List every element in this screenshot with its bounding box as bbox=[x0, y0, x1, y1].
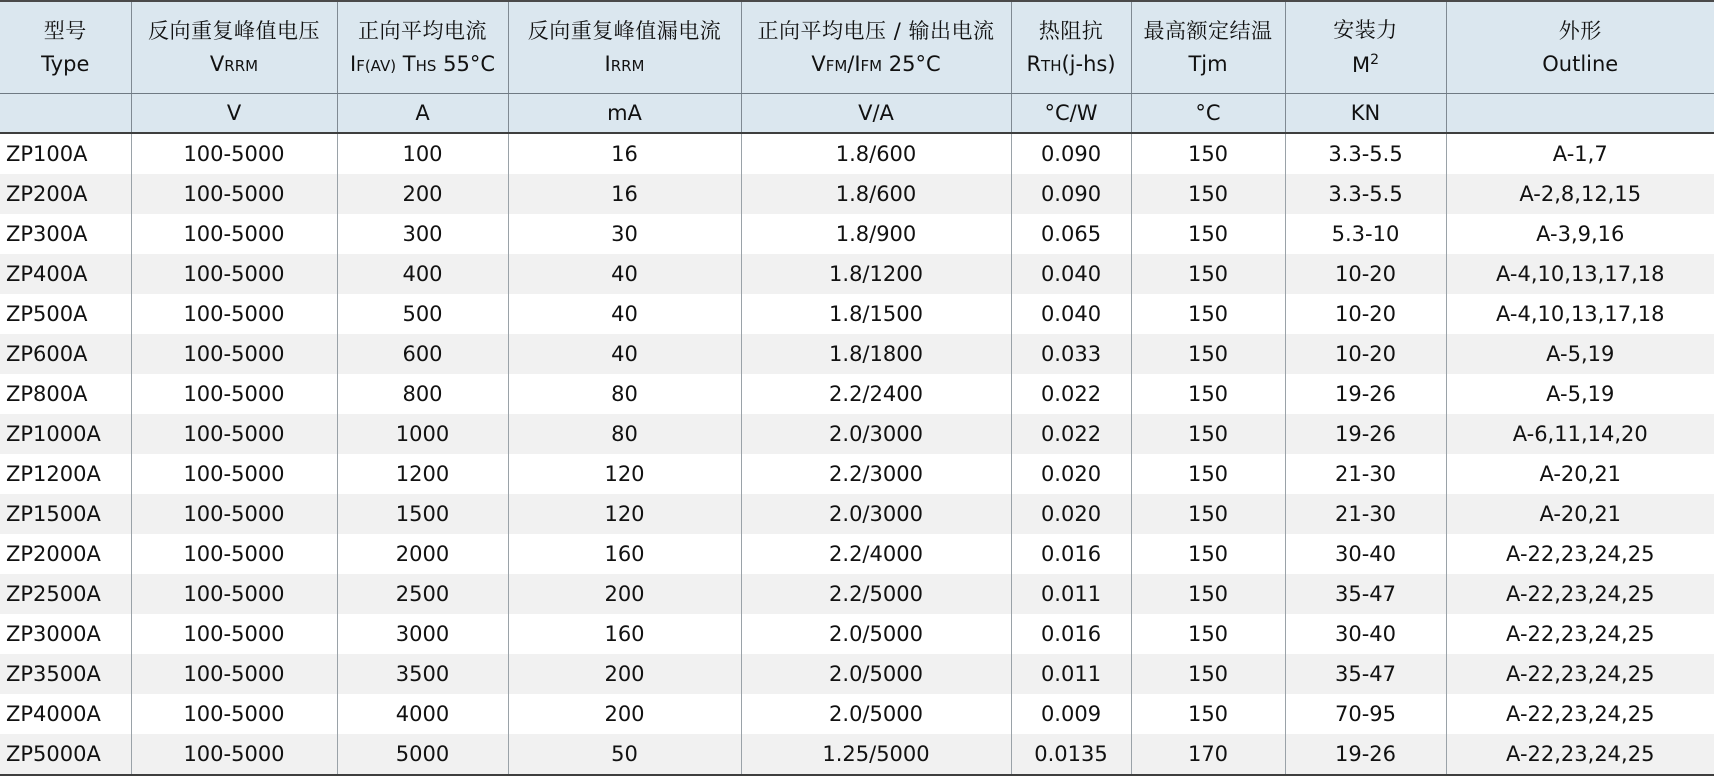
cell-outline: A-5,19 bbox=[1446, 334, 1714, 374]
cell-vrrm: 100-5000 bbox=[131, 254, 337, 294]
cell-outline: A-20,21 bbox=[1446, 454, 1714, 494]
cell-irrm: 16 bbox=[508, 133, 741, 174]
cell-irrm: 120 bbox=[508, 494, 741, 534]
cell-tjm: 150 bbox=[1131, 694, 1285, 734]
unit-cell-vfm-ifm: V/A bbox=[741, 94, 1011, 134]
cell-type: ZP1500A bbox=[0, 494, 131, 534]
cell-type: ZP300A bbox=[0, 214, 131, 254]
cell-outline: A-1,7 bbox=[1446, 133, 1714, 174]
column-header-en-part: T bbox=[396, 51, 416, 76]
column-header-en-part: 55°C bbox=[436, 51, 495, 76]
cell-rth: 0.020 bbox=[1011, 454, 1131, 494]
cell-vfm-ifm: 1.8/1200 bbox=[741, 254, 1011, 294]
column-header-cn-label: 反向重复峰值漏电流 bbox=[527, 18, 722, 43]
cell-outline: A-4,10,13,17,18 bbox=[1446, 254, 1714, 294]
cell-irrm: 160 bbox=[508, 534, 741, 574]
cell-mounting-force: 5.3-10 bbox=[1285, 214, 1446, 254]
cell-vfm-ifm: 2.2/4000 bbox=[741, 534, 1011, 574]
cell-vfm-ifm: 2.2/5000 bbox=[741, 574, 1011, 614]
cell-type: ZP600A bbox=[0, 334, 131, 374]
cell-irrm: 80 bbox=[508, 414, 741, 454]
cell-tjm: 150 bbox=[1131, 254, 1285, 294]
column-header-cn-label: 热阻抗 bbox=[1038, 18, 1104, 43]
table-row bbox=[0, 454, 1714, 494]
cell-if-av: 2000 bbox=[337, 534, 508, 574]
column-header-en-part: /I bbox=[847, 51, 861, 76]
cell-irrm: 16 bbox=[508, 174, 741, 214]
cell-mounting-force: 30-40 bbox=[1285, 534, 1446, 574]
cell-tjm: 150 bbox=[1131, 133, 1285, 174]
cell-mounting-force: 21-30 bbox=[1285, 454, 1446, 494]
cell-outline: A-3,9,16 bbox=[1446, 214, 1714, 254]
cell-vrrm: 100-5000 bbox=[131, 214, 337, 254]
cell-rth: 0.040 bbox=[1011, 294, 1131, 334]
cell-vrrm: 100-5000 bbox=[131, 454, 337, 494]
cell-mounting-force: 10-20 bbox=[1285, 334, 1446, 374]
column-header-outline bbox=[1446, 1, 1714, 94]
cell-if-av: 3500 bbox=[337, 654, 508, 694]
cell-irrm: 200 bbox=[508, 694, 741, 734]
cell-outline: A-22,23,24,25 bbox=[1446, 654, 1714, 694]
cell-irrm: 200 bbox=[508, 654, 741, 694]
cell-outline: A-22,23,24,25 bbox=[1446, 614, 1714, 654]
cell-outline: A-22,23,24,25 bbox=[1446, 694, 1714, 734]
cell-type: ZP2500A bbox=[0, 574, 131, 614]
cell-irrm: 80 bbox=[508, 374, 741, 414]
cell-vfm-ifm: 2.0/5000 bbox=[741, 654, 1011, 694]
cell-tjm: 150 bbox=[1131, 334, 1285, 374]
cell-vrrm: 100-5000 bbox=[131, 414, 337, 454]
cell-mounting-force: 10-20 bbox=[1285, 254, 1446, 294]
column-header-cn-label: 最高额定结温 bbox=[1143, 18, 1273, 43]
cell-outline: A-2,8,12,15 bbox=[1446, 174, 1714, 214]
table-row bbox=[0, 374, 1714, 414]
cell-if-av: 400 bbox=[337, 254, 508, 294]
cell-type: ZP400A bbox=[0, 254, 131, 294]
cell-mounting-force: 35-47 bbox=[1285, 574, 1446, 614]
column-header-row bbox=[0, 1, 1714, 94]
table-row bbox=[0, 133, 1714, 174]
cell-irrm: 200 bbox=[508, 574, 741, 614]
cell-mounting-force: 10-20 bbox=[1285, 294, 1446, 334]
cell-irrm: 120 bbox=[508, 454, 741, 494]
unit-cell-irrm: mA bbox=[508, 94, 741, 134]
cell-type: ZP200A bbox=[0, 174, 131, 214]
cell-tjm: 170 bbox=[1131, 734, 1285, 775]
column-header-en-part: V bbox=[209, 51, 225, 76]
cell-if-av: 5000 bbox=[337, 734, 508, 775]
unit-cell-if-av: A bbox=[337, 94, 508, 134]
column-header-en-label bbox=[132, 51, 337, 76]
cell-outline: A-4,10,13,17,18 bbox=[1446, 294, 1714, 334]
table-row bbox=[0, 654, 1714, 694]
cell-irrm: 40 bbox=[508, 254, 741, 294]
cell-mounting-force: 3.3-5.5 bbox=[1285, 174, 1446, 214]
cell-vrrm: 100-5000 bbox=[131, 494, 337, 534]
cell-outline: A-6,11,14,20 bbox=[1446, 414, 1714, 454]
cell-irrm: 50 bbox=[508, 734, 741, 775]
cell-vfm-ifm: 1.8/1800 bbox=[741, 334, 1011, 374]
column-header-en-part: V bbox=[811, 51, 826, 76]
unit-cell-mounting-force: KN bbox=[1285, 94, 1446, 134]
column-header-vrrm bbox=[131, 1, 337, 94]
cell-vrrm: 100-5000 bbox=[131, 133, 337, 174]
column-header-tjm bbox=[1131, 1, 1285, 94]
table-row bbox=[0, 294, 1714, 334]
column-header-en-label bbox=[1012, 51, 1131, 76]
cell-if-av: 4000 bbox=[337, 694, 508, 734]
cell-vfm-ifm: 2.0/3000 bbox=[741, 494, 1011, 534]
cell-vrrm: 100-5000 bbox=[131, 294, 337, 334]
column-header-en-label bbox=[1132, 51, 1285, 76]
cell-irrm: 30 bbox=[508, 214, 741, 254]
column-header-en-part: F(AV) bbox=[356, 56, 397, 75]
column-header-if-av bbox=[337, 1, 508, 94]
column-header-en-part: 2 bbox=[1370, 51, 1380, 68]
cell-irrm: 40 bbox=[508, 294, 741, 334]
column-header-cn-label: 正向平均电压 / 输出电流 bbox=[757, 18, 995, 43]
column-header-cn-label: 反向重复峰值电压 bbox=[148, 18, 320, 43]
cell-mounting-force: 19-26 bbox=[1285, 374, 1446, 414]
unit-cell-tjm: °C bbox=[1131, 94, 1285, 134]
cell-vfm-ifm: 1.8/900 bbox=[741, 214, 1011, 254]
cell-vfm-ifm: 2.2/2400 bbox=[741, 374, 1011, 414]
column-header-en-part: FM bbox=[860, 56, 883, 75]
cell-mounting-force: 30-40 bbox=[1285, 614, 1446, 654]
cell-rth: 0.090 bbox=[1011, 174, 1131, 214]
cell-vfm-ifm: 2.0/5000 bbox=[741, 694, 1011, 734]
cell-irrm: 40 bbox=[508, 334, 741, 374]
cell-mounting-force: 19-26 bbox=[1285, 414, 1446, 454]
cell-mounting-force: 70-95 bbox=[1285, 694, 1446, 734]
cell-mounting-force: 35-47 bbox=[1285, 654, 1446, 694]
cell-rth: 0.090 bbox=[1011, 133, 1131, 174]
column-header-en-part: FM bbox=[825, 56, 848, 75]
column-header-cn-label: 安装力 bbox=[1333, 17, 1398, 42]
cell-vrrm: 100-5000 bbox=[131, 174, 337, 214]
column-header-en-part: I bbox=[604, 51, 611, 76]
cell-vfm-ifm: 1.25/5000 bbox=[741, 734, 1011, 775]
table-header bbox=[0, 1, 1714, 133]
column-header-en-label bbox=[338, 51, 508, 76]
table-row bbox=[0, 734, 1714, 775]
cell-rth: 0.0135 bbox=[1011, 734, 1131, 775]
cell-tjm: 150 bbox=[1131, 294, 1285, 334]
unit-cell-vrrm: V bbox=[131, 94, 337, 134]
cell-rth: 0.016 bbox=[1011, 614, 1131, 654]
column-header-en-part: Type bbox=[41, 51, 90, 76]
cell-type: ZP800A bbox=[0, 374, 131, 414]
cell-rth: 0.011 bbox=[1011, 574, 1131, 614]
cell-type: ZP100A bbox=[0, 133, 131, 174]
column-header-en-part: RRM bbox=[610, 56, 645, 75]
unit-cell-type bbox=[0, 94, 131, 134]
column-header-type bbox=[0, 1, 131, 94]
column-header-mounting-force bbox=[1285, 1, 1446, 94]
column-header-en-part: R bbox=[1026, 51, 1042, 76]
column-header-en-part: RRM bbox=[224, 56, 259, 75]
table-row bbox=[0, 614, 1714, 654]
table-row bbox=[0, 254, 1714, 294]
column-header-en-part: I bbox=[350, 51, 357, 76]
cell-tjm: 150 bbox=[1131, 454, 1285, 494]
cell-if-av: 100 bbox=[337, 133, 508, 174]
cell-if-av: 1000 bbox=[337, 414, 508, 454]
cell-tjm: 150 bbox=[1131, 494, 1285, 534]
cell-tjm: 150 bbox=[1131, 414, 1285, 454]
table-row bbox=[0, 694, 1714, 734]
column-header-en-part: Outline bbox=[1542, 51, 1619, 76]
cell-vrrm: 100-5000 bbox=[131, 574, 337, 614]
cell-type: ZP1000A bbox=[0, 414, 131, 454]
cell-if-av: 200 bbox=[337, 174, 508, 214]
column-header-cn-label: 正向平均电流 bbox=[358, 18, 487, 43]
cell-rth: 0.022 bbox=[1011, 414, 1131, 454]
cell-type: ZP1200A bbox=[0, 454, 131, 494]
cell-vrrm: 100-5000 bbox=[131, 654, 337, 694]
cell-if-av: 1200 bbox=[337, 454, 508, 494]
column-header-en-part: TH bbox=[1041, 56, 1062, 75]
table-row bbox=[0, 334, 1714, 374]
column-header-en-part: Tjm bbox=[1188, 51, 1228, 76]
cell-rth: 0.040 bbox=[1011, 254, 1131, 294]
cell-vfm-ifm: 1.8/600 bbox=[741, 133, 1011, 174]
table-row bbox=[0, 214, 1714, 254]
column-header-en-label bbox=[742, 51, 1011, 76]
cell-vrrm: 100-5000 bbox=[131, 374, 337, 414]
cell-type: ZP2000A bbox=[0, 534, 131, 574]
table-row bbox=[0, 494, 1714, 534]
table-row bbox=[0, 574, 1714, 614]
cell-vfm-ifm: 2.0/5000 bbox=[741, 614, 1011, 654]
column-header-en-label bbox=[1447, 51, 1714, 76]
cell-outline: A-22,23,24,25 bbox=[1446, 734, 1714, 775]
cell-vrrm: 100-5000 bbox=[131, 694, 337, 734]
cell-mounting-force: 21-30 bbox=[1285, 494, 1446, 534]
cell-tjm: 150 bbox=[1131, 654, 1285, 694]
cell-vfm-ifm: 2.0/3000 bbox=[741, 414, 1011, 454]
column-header-en-label bbox=[0, 51, 131, 76]
cell-if-av: 1500 bbox=[337, 494, 508, 534]
cell-outline: A-5,19 bbox=[1446, 374, 1714, 414]
cell-type: ZP5000A bbox=[0, 734, 131, 775]
column-header-en-part: M bbox=[1351, 52, 1371, 77]
cell-mounting-force: 19-26 bbox=[1285, 734, 1446, 775]
cell-outline: A-20,21 bbox=[1446, 494, 1714, 534]
cell-irrm: 160 bbox=[508, 614, 741, 654]
cell-type: ZP4000A bbox=[0, 694, 131, 734]
table-row bbox=[0, 414, 1714, 454]
cell-tjm: 150 bbox=[1131, 574, 1285, 614]
column-header-irrm bbox=[508, 1, 741, 94]
unit-row bbox=[0, 94, 1714, 134]
column-header-en-part: 25°C bbox=[882, 51, 941, 76]
cell-rth: 0.065 bbox=[1011, 214, 1131, 254]
cell-vfm-ifm: 2.2/3000 bbox=[741, 454, 1011, 494]
cell-tjm: 150 bbox=[1131, 174, 1285, 214]
table-row bbox=[0, 534, 1714, 574]
cell-rth: 0.009 bbox=[1011, 694, 1131, 734]
cell-outline: A-22,23,24,25 bbox=[1446, 574, 1714, 614]
column-header-cn-label: 型号 bbox=[43, 18, 87, 43]
cell-vrrm: 100-5000 bbox=[131, 734, 337, 775]
cell-vrrm: 100-5000 bbox=[131, 334, 337, 374]
cell-tjm: 150 bbox=[1131, 614, 1285, 654]
cell-if-av: 800 bbox=[337, 374, 508, 414]
cell-tjm: 150 bbox=[1131, 374, 1285, 414]
cell-if-av: 3000 bbox=[337, 614, 508, 654]
cell-type: ZP3500A bbox=[0, 654, 131, 694]
column-header-cn-label: 外形 bbox=[1558, 18, 1602, 43]
cell-vrrm: 100-5000 bbox=[131, 614, 337, 654]
cell-if-av: 500 bbox=[337, 294, 508, 334]
unit-cell-outline bbox=[1446, 94, 1714, 134]
cell-type: ZP3000A bbox=[0, 614, 131, 654]
cell-rth: 0.011 bbox=[1011, 654, 1131, 694]
column-header-en-label bbox=[509, 51, 741, 76]
cell-if-av: 300 bbox=[337, 214, 508, 254]
cell-type: ZP500A bbox=[0, 294, 131, 334]
unit-cell-rth: °C/W bbox=[1011, 94, 1131, 134]
cell-rth: 0.033 bbox=[1011, 334, 1131, 374]
cell-mounting-force: 3.3-5.5 bbox=[1285, 133, 1446, 174]
cell-rth: 0.022 bbox=[1011, 374, 1131, 414]
column-header-en-part: (j-hs) bbox=[1061, 51, 1116, 76]
table-row bbox=[0, 174, 1714, 214]
cell-vfm-ifm: 1.8/600 bbox=[741, 174, 1011, 214]
cell-vrrm: 100-5000 bbox=[131, 534, 337, 574]
cell-if-av: 600 bbox=[337, 334, 508, 374]
table-body bbox=[0, 133, 1714, 775]
cell-vfm-ifm: 1.8/1500 bbox=[741, 294, 1011, 334]
cell-rth: 0.016 bbox=[1011, 534, 1131, 574]
cell-tjm: 150 bbox=[1131, 534, 1285, 574]
column-header-en-part: HS bbox=[415, 56, 437, 75]
cell-outline: A-22,23,24,25 bbox=[1446, 534, 1714, 574]
cell-if-av: 2500 bbox=[337, 574, 508, 614]
cell-tjm: 150 bbox=[1131, 214, 1285, 254]
column-header-rth bbox=[1011, 1, 1131, 94]
cell-rth: 0.020 bbox=[1011, 494, 1131, 534]
column-header-en-label bbox=[1286, 53, 1446, 76]
column-header-vfm-ifm bbox=[741, 1, 1011, 94]
